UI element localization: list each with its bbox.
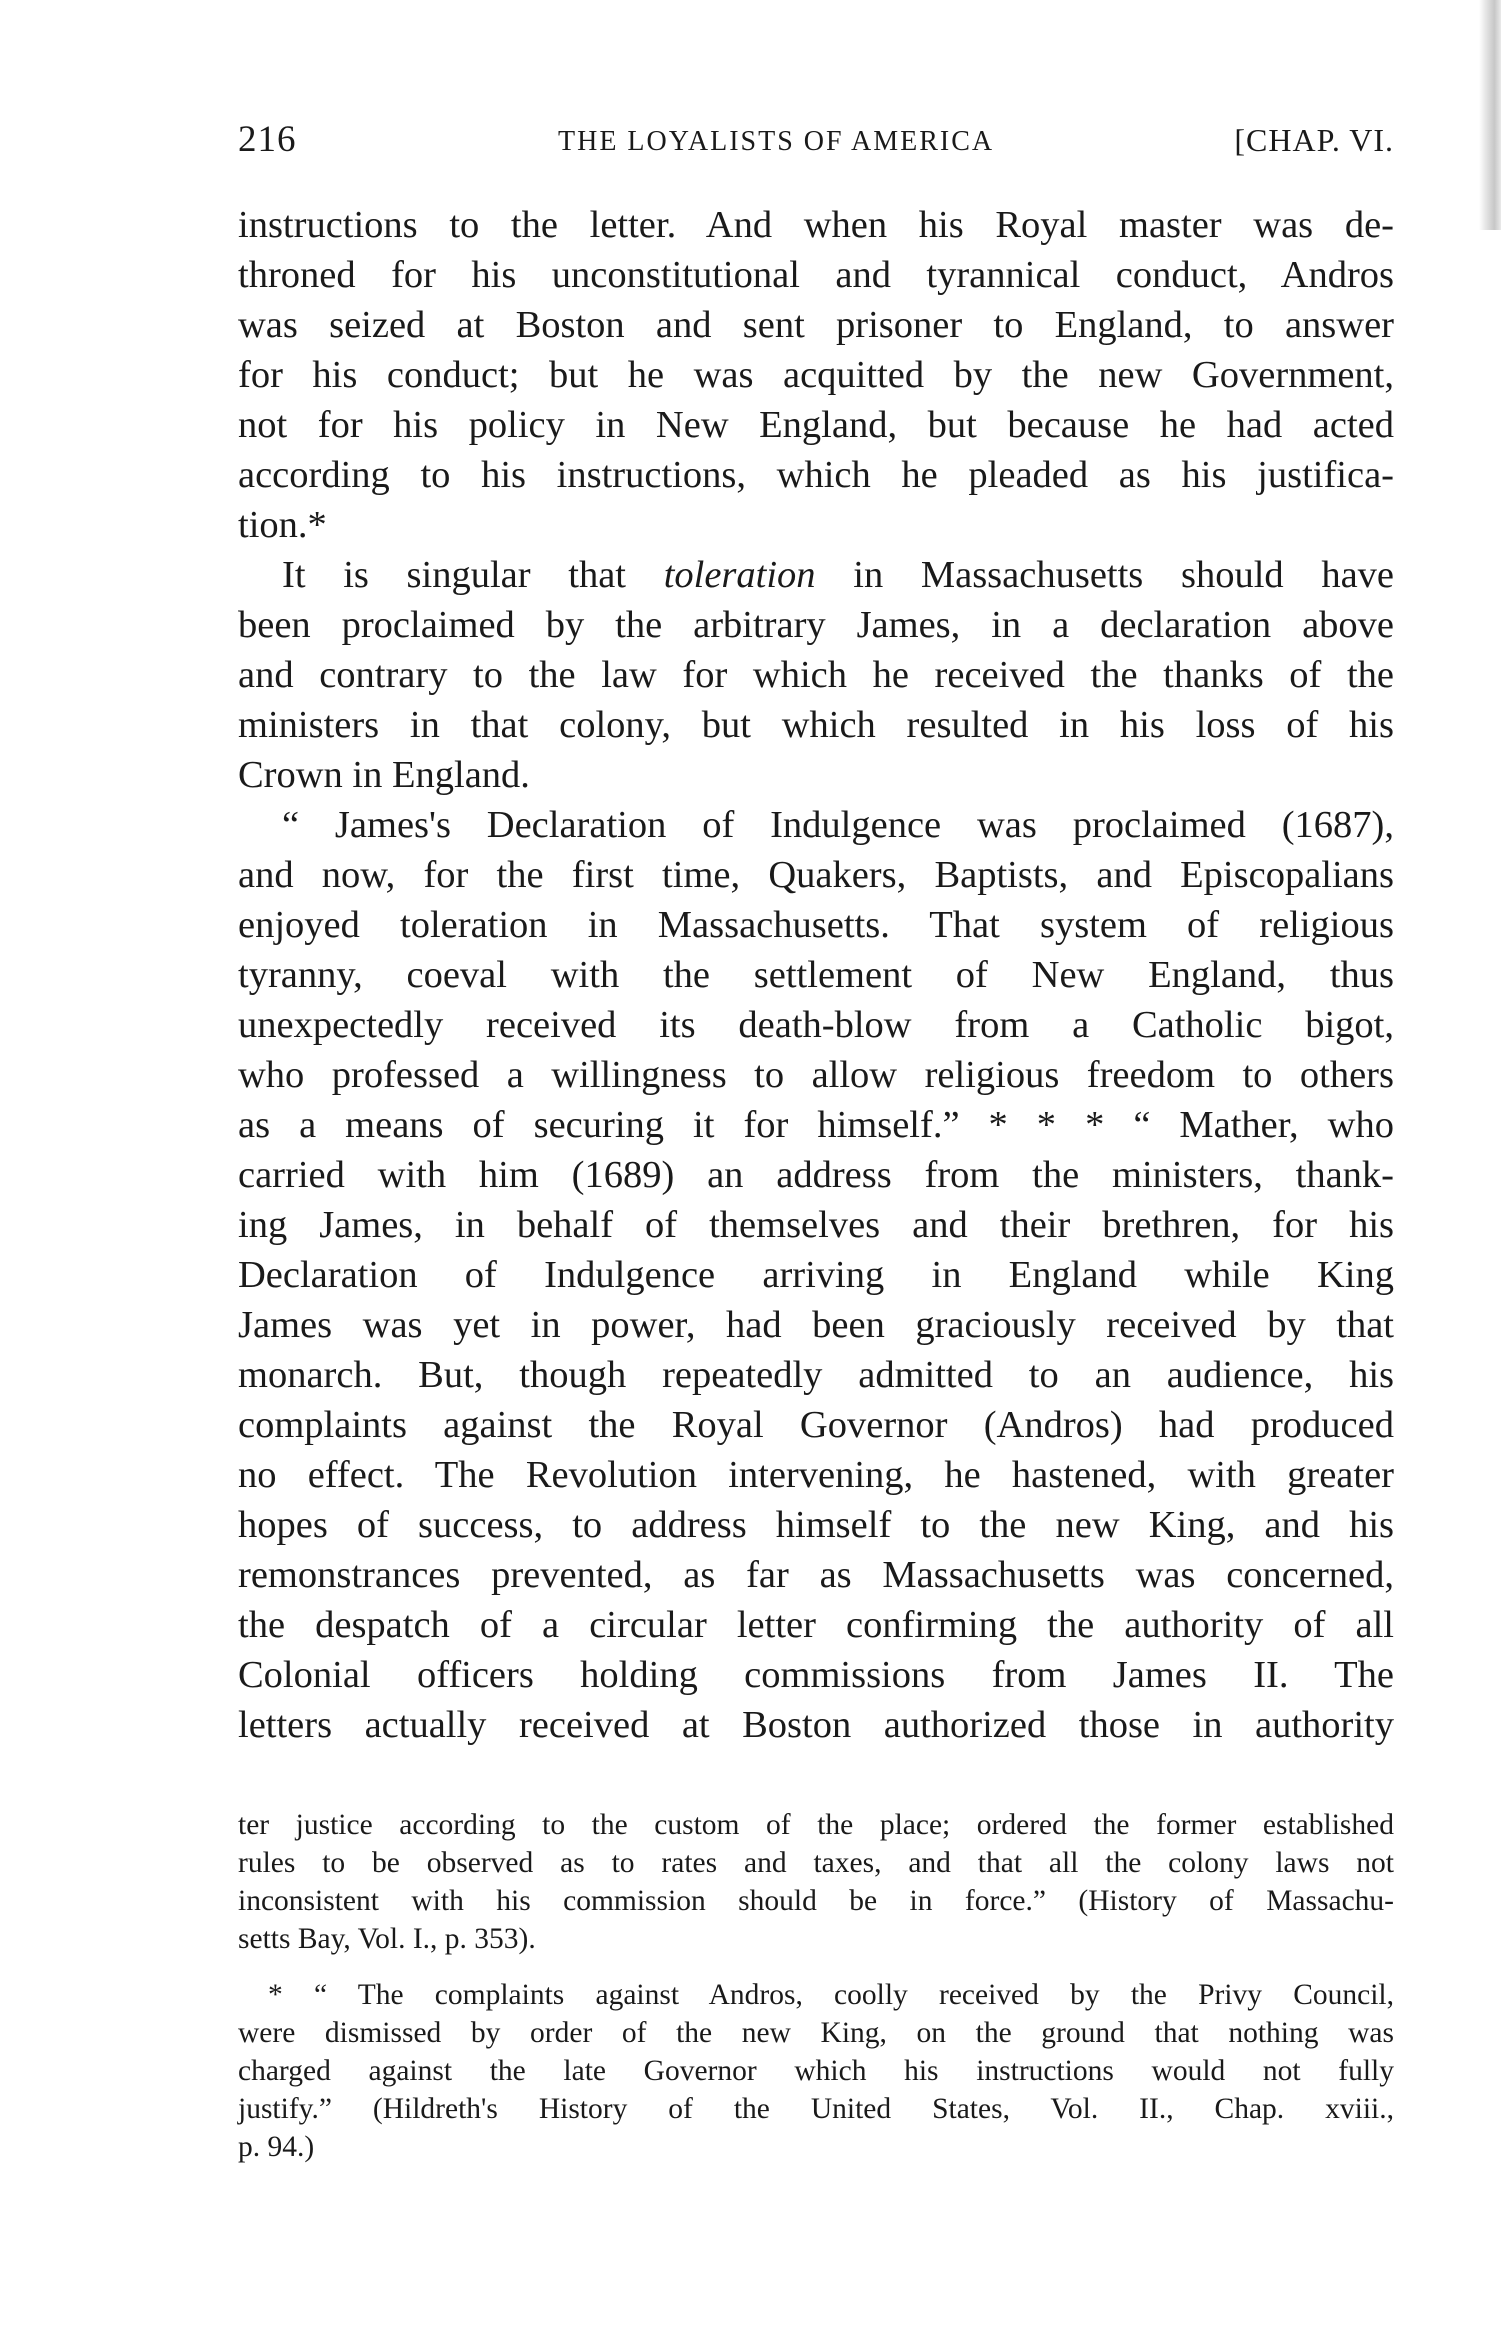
footnote-line: inconsistent with his commission should be in force.” (History of Massachu- [238,1885,1394,1917]
running-title: THE LOYALISTS OF AMERICA [558,126,995,157]
text-line: unexpectedly received its death-blow from a Catholic bigot, [238,1004,1394,1046]
footnote-line: were dismissed by order of the new King, on the ground that nothing was [238,2017,1394,2049]
text-line: hopes of success, to address himself to the new King, and his [238,1504,1394,1546]
text-line: not for his policy in New England, but because he had acted [238,404,1394,446]
text-line: according to his instructions, which he pleaded as his justifica- [238,454,1394,496]
text-line: remonstrances prevented, as far as Massachusetts was concerned, [238,1554,1394,1596]
text-line: been proclaimed by the arbitrary James, in a declaration above [238,604,1394,646]
text-line: carried with him (1689) an address from the ministers, thank- [238,1154,1394,1196]
text-line: monarch. But, though repeatedly admitted to an audience, his [238,1354,1394,1396]
page-number: 216 [238,119,297,160]
text-line: and contrary to the law for which he received the thanks of the [238,654,1394,696]
footnote-line: justify.” (Hildreth's History of the United States, Vol. II., Chap. xviii., [238,2093,1394,2125]
footnote-line: charged against the late Governor which his instructions would not fully [238,2055,1394,2087]
text-line: It is singular that toleration in Massachusetts should have [282,554,1394,596]
footnote-line: setts Bay, Vol. I., p. 353). [238,1923,536,1955]
footnote-separator [238,1958,1394,1976]
text-line: throned for his unconstitutional and tyrannical conduct, Andros [238,254,1394,296]
footnotes [238,1806,1394,2166]
text-line: was seized at Boston and sent prisoner to England, to answer [238,304,1394,346]
text-line: Colonial officers holding commissions from James II. The [238,1654,1394,1696]
footnote-star [238,1976,1394,2166]
footnote-line: p. 94.) [238,2131,315,2163]
text-line: Declaration of Indulgence arriving in England while King [238,1254,1394,1296]
text-line: “ James's Declaration of Indulgence was proclaimed (1687), [282,804,1394,846]
text-line: as a means of securing it for himself.” * * * “ Mather, who [238,1104,1394,1146]
running-header [238,118,1394,178]
text-line: for his conduct; but he was acquitted by the new Government, [238,354,1394,396]
chapter-reference: [CHAP. VI. [1234,122,1394,158]
text-line: no effect. The Revolution intervening, he hastened, with greater [238,1454,1394,1496]
footnote-line: ter justice according to the custom of the place; ordered the former established [238,1809,1394,1841]
text-line: ministers in that colony, but which resulted in his loss of his [238,704,1394,746]
footnote-continued [238,1806,1394,1958]
text-line: Crown in England. [238,754,530,796]
footnote-line: * “ The complaints against Andros, coolly received by the Privy Council, [268,1979,1394,2011]
page-edge-shadow [1479,0,1501,230]
text-line: tion.* [238,504,327,546]
italic-word: toleration [663,554,816,596]
text-line: letters actually received at Boston authorized those in authority [238,1704,1394,1746]
text-line: ing James, in behalf of themselves and their brethren, for his [238,1204,1394,1246]
text-line: the despatch of a circular letter confirming the authority of all [238,1604,1394,1646]
text-line: James was yet in power, had been graciously received by that [238,1304,1394,1346]
text-line: complaints against the Royal Governor (Andros) had produced [238,1404,1394,1446]
text-line: enjoyed toleration in Massachusetts. That system of religious [238,904,1394,946]
footnote-line: rules to be observed as to rates and taxes, and that all the colony laws not [238,1847,1394,1879]
text-line: tyranny, coeval with the settlement of New England, thus [238,954,1394,996]
text-line: and now, for the first time, Quakers, Baptists, and Episcopalians [238,854,1394,896]
main-text [238,200,1394,1750]
text-line: instructions to the letter. And when his Royal master was de- [238,204,1394,246]
text-line: who professed a willingness to allow religious freedom to others [238,1054,1394,1096]
